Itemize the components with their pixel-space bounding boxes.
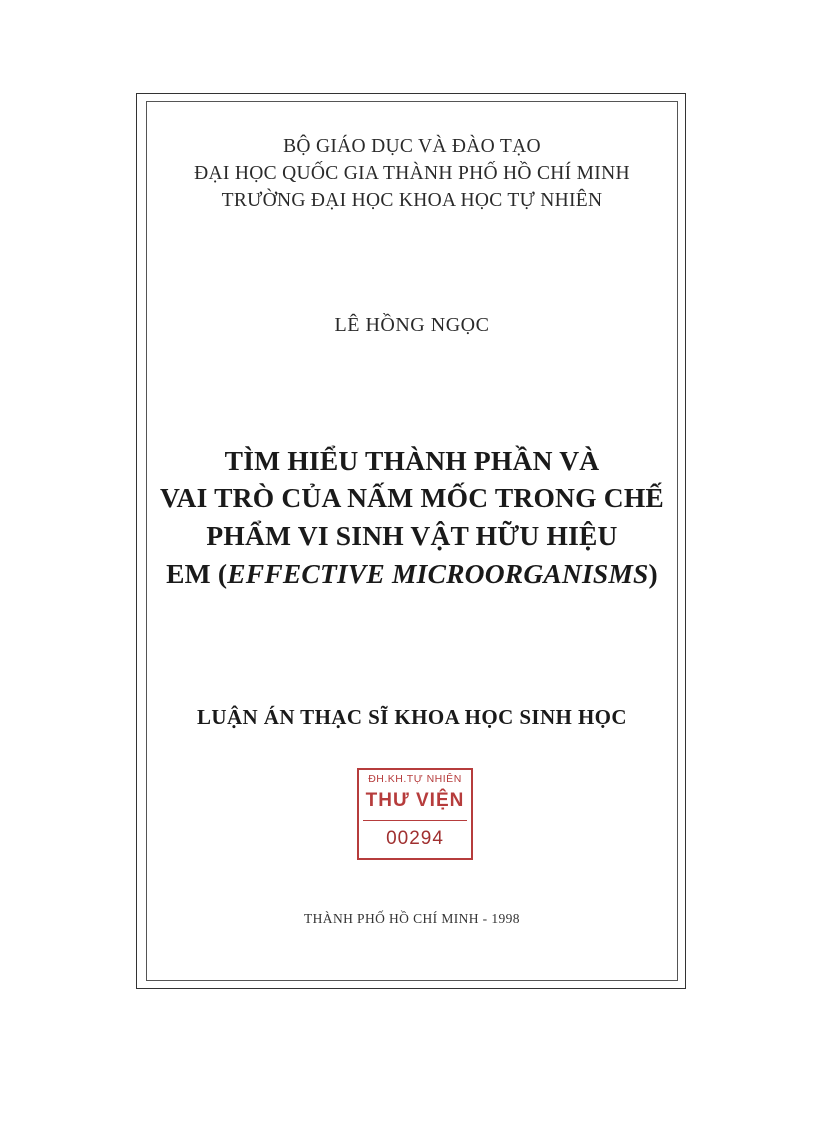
title-line-4-prefix: EM ( bbox=[166, 558, 228, 589]
stamp-divider bbox=[363, 820, 467, 821]
stamp-org: ĐH.KH.TỰ NHIÊN bbox=[368, 773, 462, 785]
title-line-4-suffix: ) bbox=[648, 558, 658, 589]
thesis-title-line-2: VAI TRÒ CỦA NẤM MỐC TRONG CHẾ bbox=[160, 482, 664, 513]
faculty-line: TRƯỜNG ĐẠI HỌC KHOA HỌC TỰ NHIÊN bbox=[221, 190, 603, 211]
degree-subtitle: LUẬN ÁN THẠC SĨ KHOA HỌC SINH HỌC bbox=[197, 705, 627, 729]
library-stamp bbox=[357, 768, 473, 860]
ministry-line: BỘ GIÁO DỤC VÀ ĐÀO TẠO bbox=[283, 136, 541, 157]
author-name: LÊ HỒNG NGỌC bbox=[334, 314, 490, 336]
place-year: THÀNH PHỐ HỒ CHÍ MINH - 1998 bbox=[304, 911, 520, 926]
thesis-title-line-4 bbox=[146, 558, 678, 590]
title-line-4-italic: EFFECTIVE MICROORGANISMS bbox=[227, 558, 649, 589]
stamp-number: 00294 bbox=[386, 828, 444, 849]
thesis-title-line-1: TÌM HIỂU THÀNH PHẦN VÀ bbox=[224, 445, 600, 476]
university-line: ĐẠI HỌC QUỐC GIA THÀNH PHỐ HỒ CHÍ MINH bbox=[194, 163, 630, 184]
thesis-title-line-3: PHẨM VI SINH VẬT HỮU HIỆU bbox=[206, 520, 618, 551]
stamp-library: THƯ VIỆN bbox=[365, 790, 465, 811]
